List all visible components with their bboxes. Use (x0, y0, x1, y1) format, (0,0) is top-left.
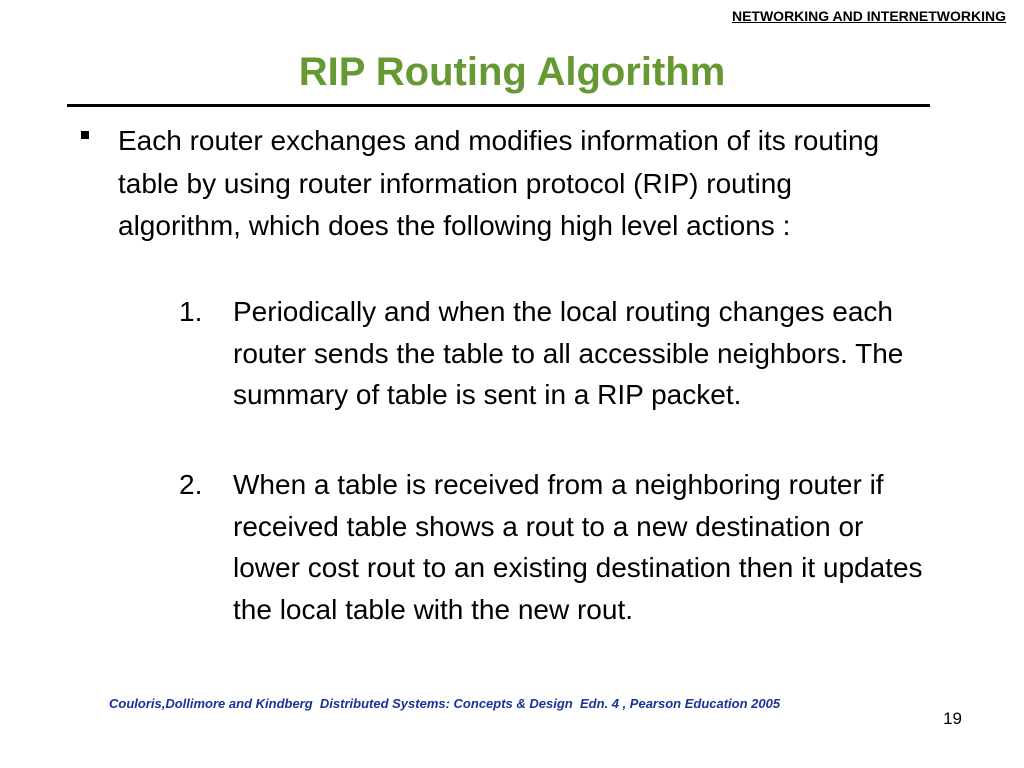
footer-citation: Couloris,Dollimore and Kindberg Distributed Systems: Concepts & Design Edn. 4 , Pearson Education 2005 (109, 696, 781, 711)
step-text: When a table is received from a neighboring router if received table shows a rout to a new destination or lower cost rout to an existing destination then it updates the local table with the new rout. (233, 469, 923, 625)
bullet-paragraph: Each router exchanges and modifies information of its routing table by using router information protocol (RIP) routing algorithm, which does the following high level actions : (118, 125, 880, 242)
square-bullet-icon (81, 131, 89, 139)
slide-title: RIP Routing Algorithm (298, 50, 726, 94)
step-number: 1. (179, 296, 203, 327)
step-number: 2. (179, 469, 203, 500)
title-divider (67, 104, 930, 107)
step-text: Periodically and when the local routing changes each router sends the table to all accessible neighbors. The summary of table is sent in a RIP packet. (233, 296, 904, 410)
page-number: 19 (943, 709, 962, 728)
course-header-label: NETWORKING AND INTERNETWORKING (731, 8, 1006, 24)
